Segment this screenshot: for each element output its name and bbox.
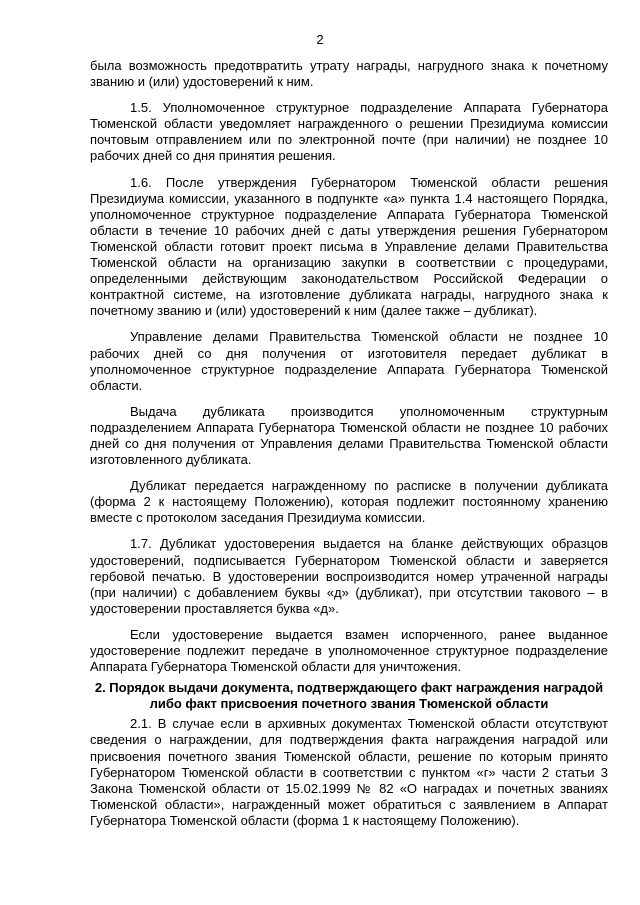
paragraph-management-transfer: Управление делами Правительства Тюменской области не позднее 10 рабочих дней со дня получения от изготовителя передает дубликат в уполномоченное структурное подразделение Аппарата Губернатора Тюменской области. (90, 329, 608, 393)
paragraph-1-6: 1.6. После утверждения Губернатором Тюменской области решения Президиума комиссии, указанного в подпункте «а» пункта 1.4 настоящего Порядка, уполномоченное структурное подразделение Аппарата Губернатора Тюменской области в течение 10 рабочих дней с даты утверждения решения Губернатором Тюменской области готовит проект письма в Управление делами Правительства Тюменской области на организацию закупки в соответствии с процедурами, определенными действующим законодательством Российской Федерации о контрактной системе, на изготовление дубликата награды, нагрудного знака к почетному званию и (или) удостоверений к ним (далее также – дубликат). (90, 174, 608, 319)
paragraph-continuation: была возможность предотвратить утрату награды, нагрудного знака к почетному званию и (или) удостоверений к ним. (90, 58, 608, 90)
document-body (90, 58, 608, 839)
paragraph-duplicate-receipt: Дубликат передается награжденному по расписке в получении дубликата (форма 2 к настоящему Положению), которая подлежит постоянному хранению вместе с протоколом заседания Президиума комиссии. (90, 478, 608, 526)
paragraph-duplicate-issue: Выдача дубликата производится уполномоченным структурным подразделением Аппарата Губернатора Тюменской области не позднее 10 рабочих дней со дня получения от Управления делами Правительства Тюменской области изготовленного дубликата. (90, 403, 608, 468)
paragraph-2-1: 2.1. В случае если в архивных документах Тюменской области отсутствуют сведения о награждении, для подтверждения факта награждения наградой или присвоения почетного звания Тюменской области, решение по которым принято Губернатором Тюменской области в соответствии с пунктом «г» части 2 статьи 3 Закона Тюменской области от 15.02.1999 № 82 «О наградах и почетных званиях Тюменской области», награжденный может обратиться с заявлением в Аппарат Губернатора Тюменской области (форма 1 к настоящему Положению). (90, 716, 608, 828)
page-number: 2 (316, 32, 324, 47)
section-2-heading: 2. Порядок выдачи документа, подтверждающего факт награждения наградой либо факт присвоения почетного звания Тюменской области (94, 680, 604, 712)
paragraph-spoiled-certificate: Если удостоверение выдается взамен испорченного, ранее выданное удостоверение подлежит передаче в уполномоченное структурное подразделение Аппарата Губернатора Тюменской области для уничтожения. (90, 626, 608, 675)
paragraph-1-5: 1.5. Уполномоченное структурное подразделение Аппарата Губернатора Тюменской области уведомляет награжденного о решении Президиума комиссии почтовым отправлением или по электронной почте (при наличии) не позднее 10 рабочих дней со дня принятия решения. (90, 100, 608, 164)
paragraph-1-7: 1.7. Дубликат удостоверения выдается на бланке действующих образцов удостоверений, подписывается Губернатором Тюменской области и заверяется гербовой печатью. В удостоверении воспроизводится номер утраченной награды (при наличии) с добавлением буквы «д» (дубликат), при отсутствии такового – в удостоверении проставляется буква «д». (90, 536, 608, 616)
